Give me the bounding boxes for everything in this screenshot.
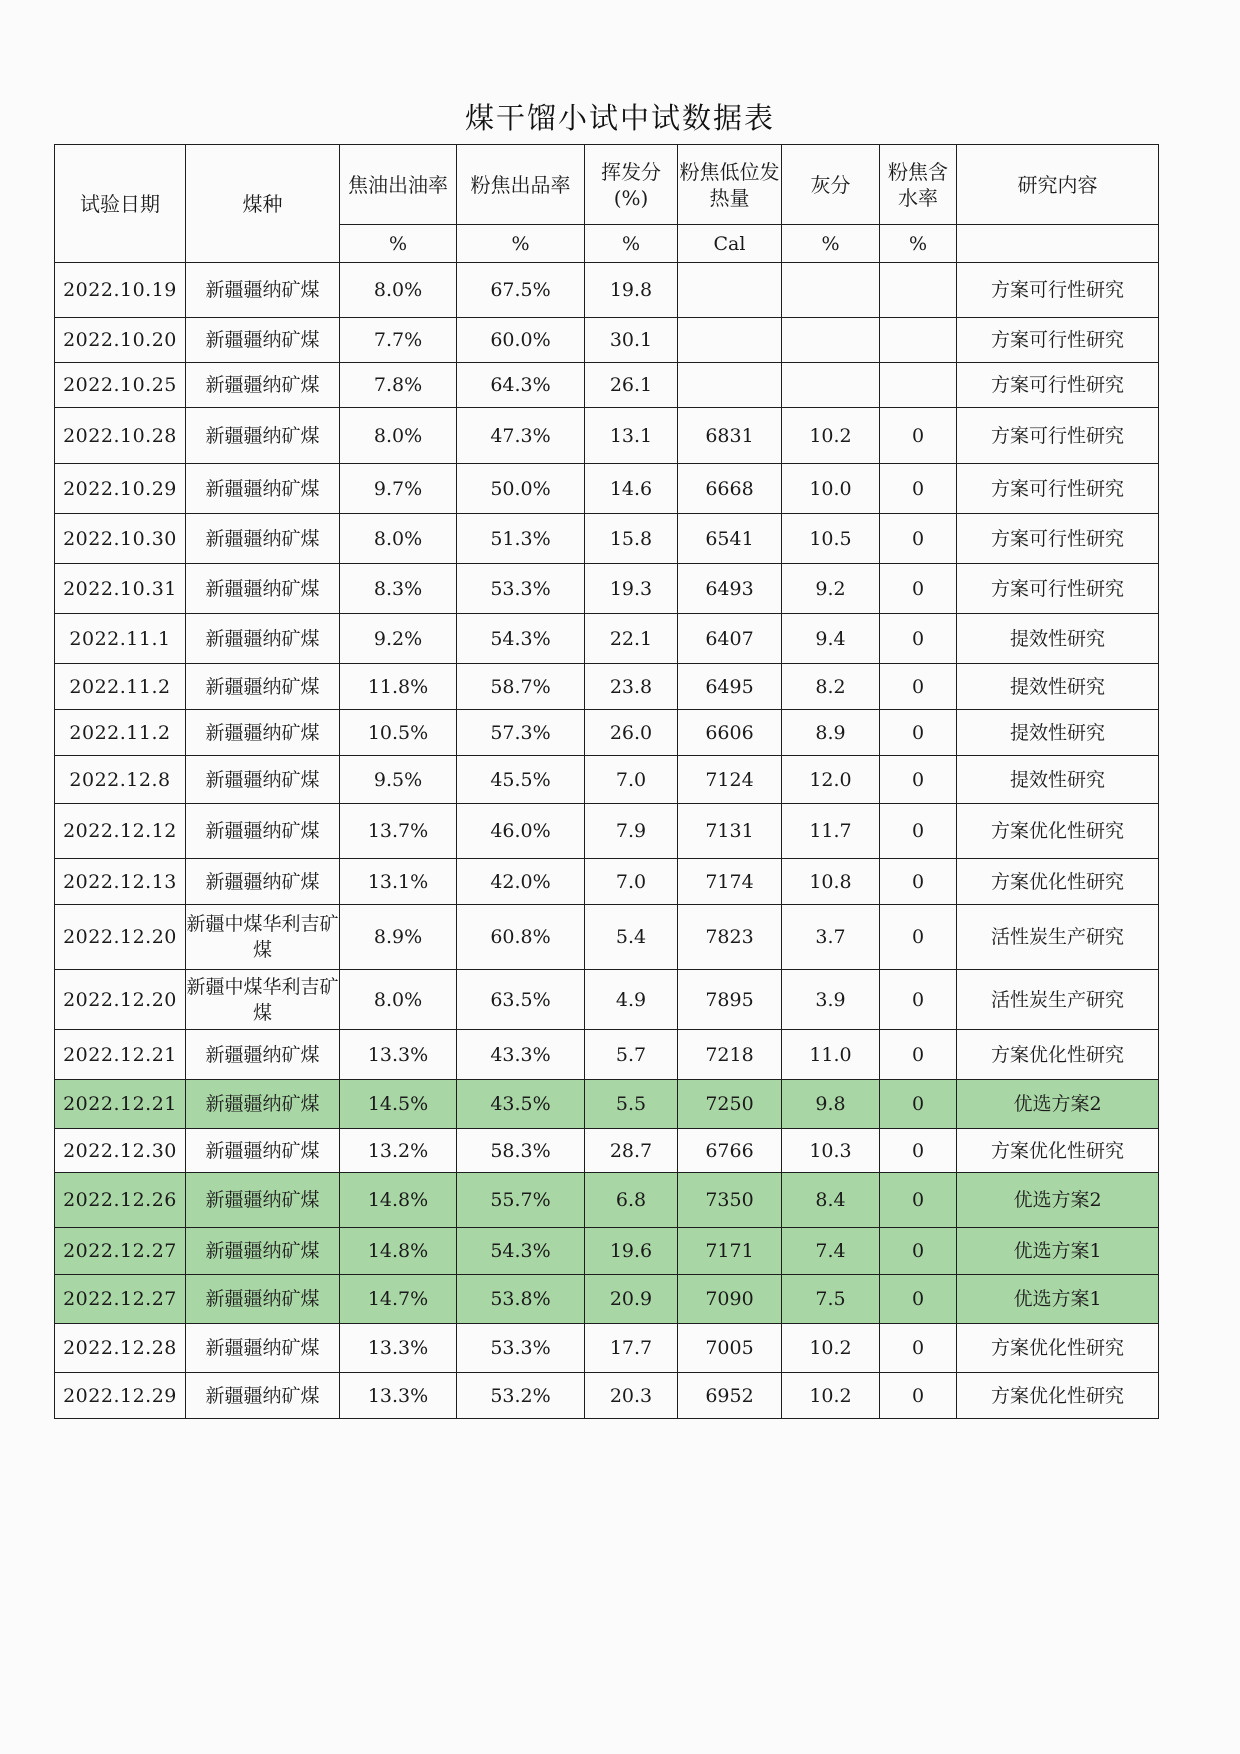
- cell-moisture: 0: [880, 970, 957, 1030]
- cell-tar: 14.5%: [340, 1080, 457, 1129]
- cell-moisture: 0: [880, 1129, 957, 1173]
- cell-volatile: 15.8: [585, 514, 678, 564]
- cell-tar: 7.7%: [340, 318, 457, 363]
- cell-volatile: 28.7: [585, 1129, 678, 1173]
- cell-coke: 47.3%: [457, 408, 585, 464]
- cell-date: 2022.10.29: [55, 464, 186, 514]
- cell-tar: 8.3%: [340, 564, 457, 614]
- table-row: [55, 905, 1159, 970]
- cell-heat: 7124: [678, 756, 782, 804]
- cell-research: 方案优化性研究: [957, 804, 1159, 859]
- cell-date: 2022.11.2: [55, 710, 186, 756]
- cell-heat: 7350: [678, 1173, 782, 1228]
- cell-research: 方案优化性研究: [957, 1129, 1159, 1173]
- cell-coal: 新疆疆纳矿煤: [186, 1228, 340, 1275]
- cell-volatile: 7.9: [585, 804, 678, 859]
- cell-volatile: 19.8: [585, 263, 678, 318]
- cell-coke: 45.5%: [457, 756, 585, 804]
- cell-coke: 54.3%: [457, 1228, 585, 1275]
- cell-volatile: 13.1: [585, 408, 678, 464]
- cell-research: 方案优化性研究: [957, 859, 1159, 905]
- cell-research: 方案可行性研究: [957, 514, 1159, 564]
- cell-date: 2022.11.2: [55, 664, 186, 710]
- cell-ash: [782, 263, 880, 318]
- cell-heat: 7174: [678, 859, 782, 905]
- cell-volatile: 20.3: [585, 1373, 678, 1419]
- cell-ash: 8.2: [782, 664, 880, 710]
- cell-research: 活性炭生产研究: [957, 970, 1159, 1030]
- cell-moisture: 0: [880, 1373, 957, 1419]
- cell-moisture: 0: [880, 1324, 957, 1373]
- unit-tar: %: [340, 225, 457, 263]
- cell-heat: 6952: [678, 1373, 782, 1419]
- cell-ash: 3.9: [782, 970, 880, 1030]
- cell-heat: [678, 363, 782, 408]
- cell-coal: 新疆疆纳矿煤: [186, 363, 340, 408]
- cell-moisture: 0: [880, 1080, 957, 1129]
- cell-coke: 42.0%: [457, 859, 585, 905]
- cell-volatile: 22.1: [585, 614, 678, 664]
- table-row: [55, 318, 1159, 363]
- cell-research: 优选方案1: [957, 1275, 1159, 1324]
- cell-coal: 新疆疆纳矿煤: [186, 1173, 340, 1228]
- cell-coal: 新疆疆纳矿煤: [186, 514, 340, 564]
- cell-coke: 53.8%: [457, 1275, 585, 1324]
- unit-coke: %: [457, 225, 585, 263]
- cell-ash: 10.2: [782, 1324, 880, 1373]
- table-row: [55, 1228, 1159, 1275]
- cell-ash: 10.2: [782, 1373, 880, 1419]
- cell-heat: 6407: [678, 614, 782, 664]
- page-title: 煤干馏小试中试数据表: [464, 101, 775, 135]
- cell-coke: 67.5%: [457, 263, 585, 318]
- cell-coke: 53.2%: [457, 1373, 585, 1419]
- cell-coke: 60.0%: [457, 318, 585, 363]
- cell-heat: 7131: [678, 804, 782, 859]
- cell-research: 优选方案2: [957, 1080, 1159, 1129]
- cell-ash: 10.8: [782, 859, 880, 905]
- cell-tar: 10.5%: [340, 710, 457, 756]
- cell-date: 2022.10.30: [55, 514, 186, 564]
- cell-moisture: 0: [880, 614, 957, 664]
- cell-date: 2022.12.12: [55, 804, 186, 859]
- cell-research: 方案可行性研究: [957, 318, 1159, 363]
- cell-date: 2022.12.30: [55, 1129, 186, 1173]
- cell-volatile: 26.0: [585, 710, 678, 756]
- cell-date: 2022.12.27: [55, 1275, 186, 1324]
- cell-heat: [678, 318, 782, 363]
- table-row: [55, 514, 1159, 564]
- cell-coal: 新疆疆纳矿煤: [186, 1030, 340, 1080]
- cell-tar: 8.0%: [340, 514, 457, 564]
- cell-coal: 新疆疆纳矿煤: [186, 859, 340, 905]
- cell-date: 2022.12.20: [55, 970, 186, 1030]
- cell-coke: 58.3%: [457, 1129, 585, 1173]
- cell-coal: 新疆疆纳矿煤: [186, 664, 340, 710]
- cell-research: 方案可行性研究: [957, 408, 1159, 464]
- cell-moisture: 0: [880, 514, 957, 564]
- cell-tar: 8.0%: [340, 408, 457, 464]
- cell-moisture: 0: [880, 756, 957, 804]
- cell-volatile: 7.0: [585, 756, 678, 804]
- cell-date: 2022.10.19: [55, 263, 186, 318]
- cell-volatile: 4.9: [585, 970, 678, 1030]
- cell-ash: [782, 318, 880, 363]
- cell-moisture: 0: [880, 464, 957, 514]
- cell-date: 2022.12.28: [55, 1324, 186, 1373]
- cell-date: 2022.12.27: [55, 1228, 186, 1275]
- cell-date: 2022.11.1: [55, 614, 186, 664]
- cell-heat: 7090: [678, 1275, 782, 1324]
- table-row: [55, 970, 1159, 1030]
- header-row: [55, 145, 1159, 225]
- cell-coal: 新疆疆纳矿煤: [186, 1080, 340, 1129]
- cell-research: 方案可行性研究: [957, 564, 1159, 614]
- cell-coke: 53.3%: [457, 564, 585, 614]
- cell-volatile: 30.1: [585, 318, 678, 363]
- header-date: 试验日期: [55, 145, 186, 263]
- cell-date: 2022.10.20: [55, 318, 186, 363]
- cell-volatile: 17.7: [585, 1324, 678, 1373]
- unit-moisture: %: [880, 225, 957, 263]
- cell-ash: 7.4: [782, 1228, 880, 1275]
- cell-research: 活性炭生产研究: [957, 905, 1159, 970]
- cell-heat: 7218: [678, 1030, 782, 1080]
- header-volatile: 挥发分(%): [585, 145, 678, 225]
- cell-date: 2022.12.20: [55, 905, 186, 970]
- cell-moisture: 0: [880, 1173, 957, 1228]
- cell-coal: 新疆疆纳矿煤: [186, 1373, 340, 1419]
- table-row: [55, 1129, 1159, 1173]
- cell-date: 2022.12.21: [55, 1080, 186, 1129]
- cell-volatile: 5.5: [585, 1080, 678, 1129]
- cell-research: 方案优化性研究: [957, 1324, 1159, 1373]
- table-row: [55, 710, 1159, 756]
- cell-tar: 9.2%: [340, 614, 457, 664]
- cell-volatile: 14.6: [585, 464, 678, 514]
- table-row: [55, 1324, 1159, 1373]
- cell-coal: 新疆疆纳矿煤: [186, 408, 340, 464]
- header-tar: 焦油出油率: [340, 145, 457, 225]
- cell-moisture: 0: [880, 905, 957, 970]
- cell-volatile: 6.8: [585, 1173, 678, 1228]
- cell-moisture: 0: [880, 1275, 957, 1324]
- cell-coke: 58.7%: [457, 664, 585, 710]
- cell-date: 2022.12.26: [55, 1173, 186, 1228]
- table-row: [55, 1030, 1159, 1080]
- cell-coal: 新疆疆纳矿煤: [186, 1324, 340, 1373]
- table-body: [55, 263, 1159, 1419]
- cell-coal: 新疆疆纳矿煤: [186, 1275, 340, 1324]
- header-coke: 粉焦出品率: [457, 145, 585, 225]
- cell-ash: 10.0: [782, 464, 880, 514]
- cell-ash: [782, 363, 880, 408]
- cell-date: 2022.12.8: [55, 756, 186, 804]
- cell-coal: 新疆疆纳矿煤: [186, 756, 340, 804]
- table-row: [55, 664, 1159, 710]
- cell-tar: 7.8%: [340, 363, 457, 408]
- cell-coal: 新疆疆纳矿煤: [186, 564, 340, 614]
- cell-coke: 43.3%: [457, 1030, 585, 1080]
- cell-heat: 7005: [678, 1324, 782, 1373]
- cell-volatile: 5.4: [585, 905, 678, 970]
- cell-research: 方案优化性研究: [957, 1030, 1159, 1080]
- cell-heat: 6766: [678, 1129, 782, 1173]
- cell-moisture: 0: [880, 1030, 957, 1080]
- cell-coal: 新疆疆纳矿煤: [186, 1129, 340, 1173]
- cell-research: 方案可行性研究: [957, 263, 1159, 318]
- cell-ash: 3.7: [782, 905, 880, 970]
- cell-ash: 9.8: [782, 1080, 880, 1129]
- cell-ash: 10.3: [782, 1129, 880, 1173]
- cell-coal: 新疆疆纳矿煤: [186, 710, 340, 756]
- header-ash: 灰分: [782, 145, 880, 225]
- cell-research: 方案优化性研究: [957, 1373, 1159, 1419]
- table-row: [55, 1373, 1159, 1419]
- cell-tar: 8.9%: [340, 905, 457, 970]
- cell-moisture: 0: [880, 664, 957, 710]
- cell-tar: 11.8%: [340, 664, 457, 710]
- cell-research: 提效性研究: [957, 756, 1159, 804]
- cell-heat: [678, 263, 782, 318]
- cell-heat: 6668: [678, 464, 782, 514]
- cell-moisture: 0: [880, 1228, 957, 1275]
- cell-ash: 12.0: [782, 756, 880, 804]
- cell-moisture: 0: [880, 564, 957, 614]
- cell-coal: 新疆疆纳矿煤: [186, 263, 340, 318]
- cell-tar: 13.7%: [340, 804, 457, 859]
- cell-moisture: 0: [880, 408, 957, 464]
- cell-tar: 13.2%: [340, 1129, 457, 1173]
- cell-coal: 新疆疆纳矿煤: [186, 804, 340, 859]
- cell-heat: 7895: [678, 970, 782, 1030]
- cell-ash: 10.2: [782, 408, 880, 464]
- header-heat: 粉焦低位发热量: [678, 145, 782, 225]
- cell-heat: 7823: [678, 905, 782, 970]
- cell-volatile: 5.7: [585, 1030, 678, 1080]
- cell-coke: 50.0%: [457, 464, 585, 514]
- cell-coke: 43.5%: [457, 1080, 585, 1129]
- cell-volatile: 19.3: [585, 564, 678, 614]
- table-row: [55, 1173, 1159, 1228]
- cell-volatile: 23.8: [585, 664, 678, 710]
- cell-research: 方案可行性研究: [957, 363, 1159, 408]
- cell-date: 2022.12.13: [55, 859, 186, 905]
- cell-coal: 新疆中煤华利吉矿煤: [186, 905, 340, 970]
- table-row: [55, 756, 1159, 804]
- cell-moisture: [880, 318, 957, 363]
- cell-date: 2022.12.29: [55, 1373, 186, 1419]
- table-row: [55, 363, 1159, 408]
- cell-ash: 8.4: [782, 1173, 880, 1228]
- header-moisture: 粉焦含水率: [880, 145, 957, 225]
- cell-ash: 9.2: [782, 564, 880, 614]
- cell-volatile: 26.1: [585, 363, 678, 408]
- cell-coke: 53.3%: [457, 1324, 585, 1373]
- table-row: [55, 408, 1159, 464]
- cell-coal: 新疆疆纳矿煤: [186, 614, 340, 664]
- cell-coke: 63.5%: [457, 970, 585, 1030]
- header-coal: 煤种: [186, 145, 340, 263]
- unit-research: [957, 225, 1159, 263]
- cell-tar: 9.7%: [340, 464, 457, 514]
- cell-coal: 新疆疆纳矿煤: [186, 464, 340, 514]
- cell-ash: 9.4: [782, 614, 880, 664]
- cell-coke: 57.3%: [457, 710, 585, 756]
- cell-research: 提效性研究: [957, 664, 1159, 710]
- cell-moisture: [880, 263, 957, 318]
- cell-heat: 7250: [678, 1080, 782, 1129]
- data-table: [54, 144, 1159, 1419]
- cell-ash: 11.7: [782, 804, 880, 859]
- cell-tar: 13.3%: [340, 1030, 457, 1080]
- table-row: [55, 804, 1159, 859]
- cell-heat: 6493: [678, 564, 782, 614]
- header-research: 研究内容: [957, 145, 1159, 225]
- cell-tar: 8.0%: [340, 970, 457, 1030]
- table-row: [55, 263, 1159, 318]
- cell-coke: 55.7%: [457, 1173, 585, 1228]
- cell-coke: 51.3%: [457, 514, 585, 564]
- table-row: [55, 564, 1159, 614]
- cell-research: 方案可行性研究: [957, 464, 1159, 514]
- cell-date: 2022.10.25: [55, 363, 186, 408]
- cell-tar: 13.1%: [340, 859, 457, 905]
- cell-moisture: [880, 363, 957, 408]
- cell-research: 提效性研究: [957, 710, 1159, 756]
- cell-moisture: 0: [880, 804, 957, 859]
- cell-tar: 13.3%: [340, 1324, 457, 1373]
- cell-coke: 60.8%: [457, 905, 585, 970]
- cell-coal: 新疆疆纳矿煤: [186, 318, 340, 363]
- cell-ash: 10.5: [782, 514, 880, 564]
- cell-tar: 14.8%: [340, 1228, 457, 1275]
- cell-date: 2022.10.28: [55, 408, 186, 464]
- cell-tar: 13.3%: [340, 1373, 457, 1419]
- cell-research: 优选方案1: [957, 1228, 1159, 1275]
- cell-tar: 8.0%: [340, 263, 457, 318]
- cell-heat: 6606: [678, 710, 782, 756]
- cell-heat: 6495: [678, 664, 782, 710]
- table-row: [55, 1275, 1159, 1324]
- cell-research: 优选方案2: [957, 1173, 1159, 1228]
- cell-coke: 46.0%: [457, 804, 585, 859]
- cell-coal: 新疆中煤华利吉矿煤: [186, 970, 340, 1030]
- cell-date: 2022.12.21: [55, 1030, 186, 1080]
- cell-volatile: 20.9: [585, 1275, 678, 1324]
- cell-volatile: 19.6: [585, 1228, 678, 1275]
- cell-tar: 14.8%: [340, 1173, 457, 1228]
- cell-tar: 14.7%: [340, 1275, 457, 1324]
- cell-tar: 9.5%: [340, 756, 457, 804]
- cell-coke: 64.3%: [457, 363, 585, 408]
- unit-heat: Cal: [678, 225, 782, 263]
- table-row: [55, 614, 1159, 664]
- cell-date: 2022.10.31: [55, 564, 186, 614]
- cell-heat: 6541: [678, 514, 782, 564]
- cell-research: 提效性研究: [957, 614, 1159, 664]
- unit-ash: %: [782, 225, 880, 263]
- cell-ash: 8.9: [782, 710, 880, 756]
- cell-coke: 54.3%: [457, 614, 585, 664]
- cell-ash: 11.0: [782, 1030, 880, 1080]
- cell-volatile: 7.0: [585, 859, 678, 905]
- cell-moisture: 0: [880, 710, 957, 756]
- table-row: [55, 859, 1159, 905]
- cell-heat: 6831: [678, 408, 782, 464]
- unit-volatile: %: [585, 225, 678, 263]
- table-row: [55, 464, 1159, 514]
- cell-moisture: 0: [880, 859, 957, 905]
- table-row: [55, 1080, 1159, 1129]
- cell-ash: 7.5: [782, 1275, 880, 1324]
- cell-heat: 7171: [678, 1228, 782, 1275]
